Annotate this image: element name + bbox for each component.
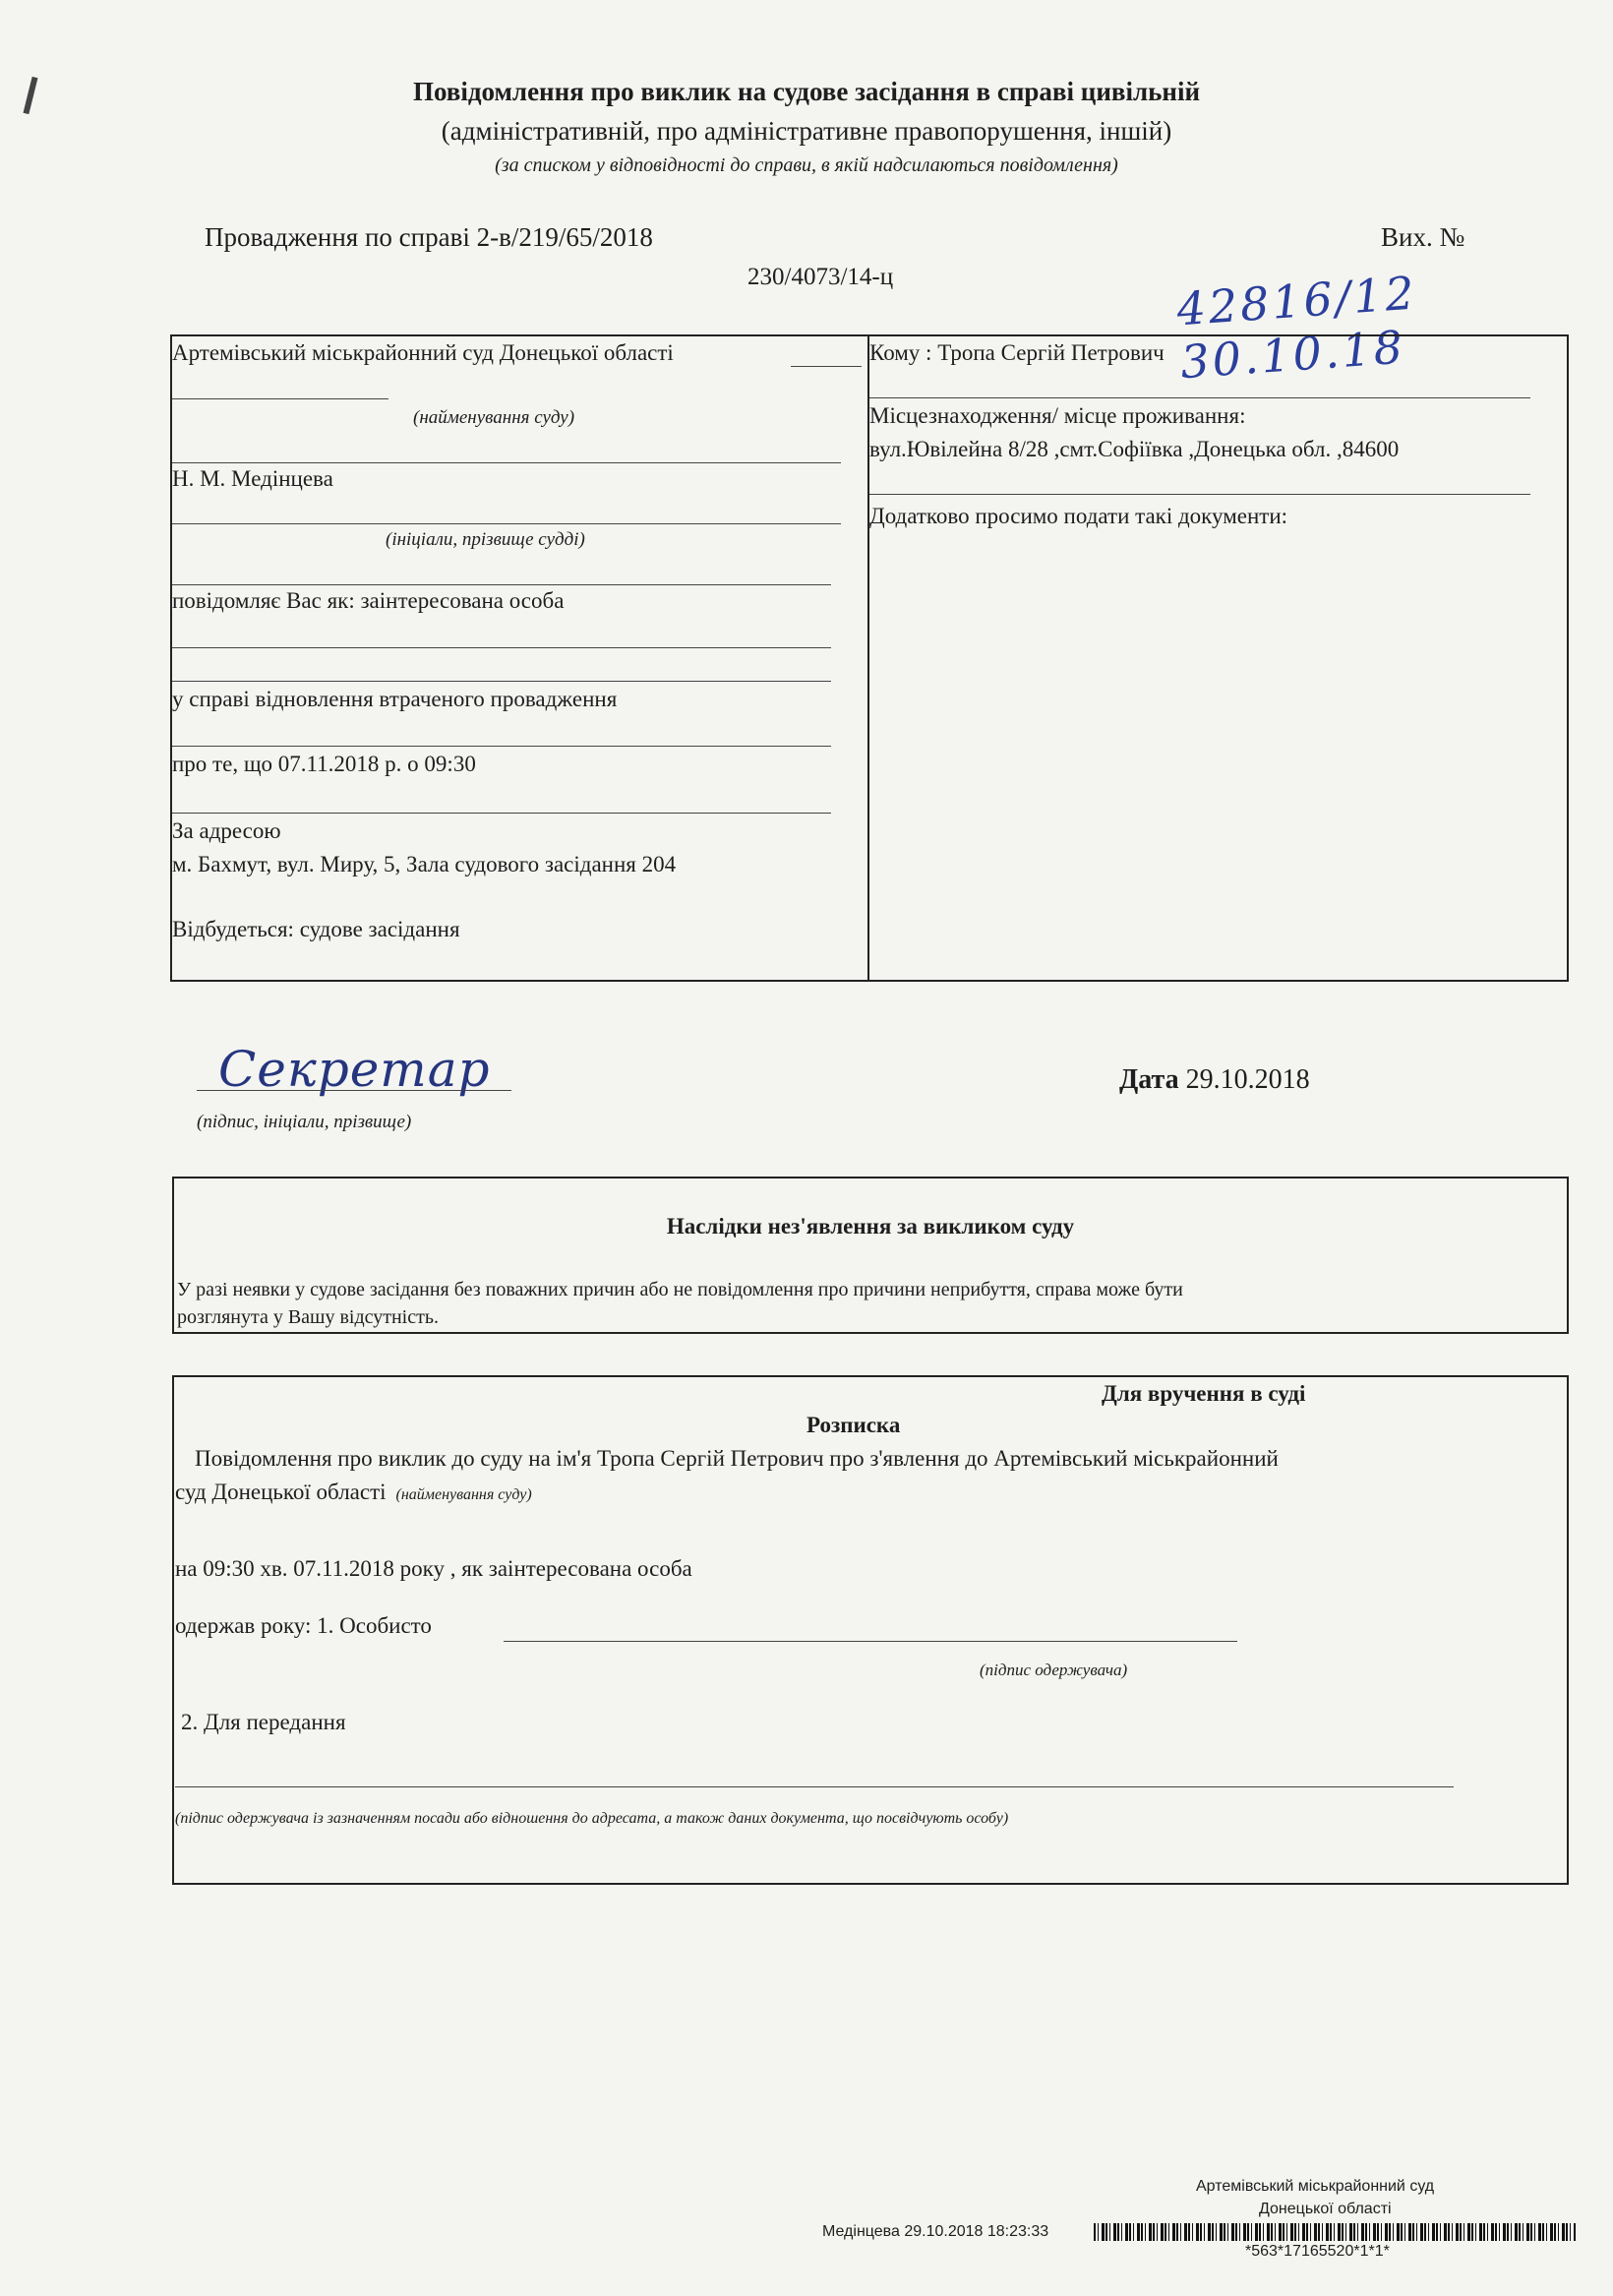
judge-underline [172, 523, 841, 524]
transfer-caption: (підпис одержувача із зазначенням посади або відношення до адресата, а також даних документа, що посвідчують особу) [175, 1810, 1009, 1827]
recipient-signature-caption: (підпис одержувача) [980, 1661, 1128, 1679]
court-name-underline [791, 366, 862, 367]
receipt-title: Розписка [806, 1413, 901, 1437]
extra-documents-label: Додатково просимо подати такі документи: [869, 504, 1288, 528]
address-label: За адресою [172, 818, 281, 843]
location-value: вул.Ювілейна 8/28 ,смт.Софіївка ,Донецька обл. ,84600 [869, 437, 1400, 461]
outgoing-number-label: Вих. № [1381, 222, 1465, 252]
addressee: Кому : Тропа Сергій Петрович [869, 340, 1165, 365]
judge-caption: (ініціали, прізвище судді) [386, 529, 585, 550]
date-label: Дата [1119, 1064, 1179, 1095]
event-type: Відбудеться: судове засідання [172, 917, 460, 941]
consequences-title: Наслідки нез'явлення за викликом суду [666, 1214, 1075, 1239]
document-note: (за списком у відповідності до справи, в якій надсилаються повідомлення) [495, 154, 1118, 176]
footer-court-line2: Донецької області [1259, 2201, 1392, 2217]
notifies-as: повідомляє Вас як: заінтересована особа [172, 588, 565, 613]
location-underline [869, 494, 1530, 495]
hearing-address: м. Бахмут, вул. Миру, 5, Зала судового засідання 204 [172, 852, 677, 876]
court-name-underline-2 [172, 398, 388, 399]
divider-line [172, 462, 841, 463]
case-proceeding-number: Провадження по справі 2-в/219/65/2018 [205, 222, 653, 252]
receipt-court: суд Донецької області [175, 1480, 387, 1504]
handwritten-outgoing-number: 42816/12 30.10.18 [1174, 266, 1419, 390]
for-transfer: 2. Для передання [181, 1710, 346, 1734]
footer-stamp-text: Медінцева 29.10.2018 18:23:33 [822, 2223, 1049, 2240]
location-label: Місцезнаходження/ місце проживання: [869, 403, 1246, 428]
hearing-time: про те, що 07.11.2018 р. о 09:30 [172, 752, 476, 776]
judge-name: Н. М. Медінцева [172, 466, 333, 491]
divider-line [172, 813, 831, 814]
case-number: 230/4073/14-ц [747, 264, 894, 290]
receipt-time-line: на 09:30 хв. 07.11.2018 року , як заінтересована особа [175, 1556, 692, 1581]
divider-line [172, 681, 831, 682]
court-name-caption: (найменування суду) [413, 407, 575, 428]
divider-line [172, 584, 831, 585]
date-row [1119, 1064, 1310, 1096]
addressee-underline [869, 397, 1530, 398]
consequences-text-line2: розглянута у Вашу відсутність. [177, 1306, 439, 1328]
consequences-text-line1: У разі неявки у судове засідання без поважних причин або не повідомлення про причини неприбуття, справа може бути [177, 1279, 1183, 1300]
receipt-text-line2-row [175, 1480, 532, 1505]
date-value: 29.10.2018 [1185, 1064, 1310, 1095]
barcode [1094, 2223, 1576, 2241]
document-subtitle: (адміністративній, про адміністративне правопорушення, іншій) [441, 116, 1172, 146]
transfer-signature-line [175, 1786, 1454, 1787]
for-court-delivery: Для вручення в суді [1102, 1381, 1306, 1406]
court-name: Артемівський міськрайонний суд Донецької області [172, 340, 674, 365]
barcode-number: *563*17165520*1*1* [1245, 2243, 1390, 2260]
signature-caption: (підпис, ініціали, прізвище) [197, 1112, 412, 1132]
receipt-court-caption: (найменування суду) [395, 1486, 532, 1503]
column-divider [867, 334, 869, 982]
receipt-text-line1: Повідомлення про виклик до суду на ім'я Тропа Сергій Петрович про з'явлення до Артемівський міськрайонний [195, 1446, 1279, 1471]
received-personally: одержав року: 1. Особисто [175, 1613, 432, 1638]
recipient-signature-line [504, 1641, 1237, 1642]
divider-line [172, 746, 831, 747]
signature-underline [197, 1090, 511, 1091]
notice-info-box [170, 334, 1569, 982]
case-subject: у справі відновлення втраченого провадження [172, 687, 618, 711]
secretary-signature: Секретар [218, 1041, 491, 1098]
document-title: Повідомлення про виклик на судове засідання в справі цивільній [412, 77, 1201, 106]
divider-line [172, 647, 831, 648]
footer-court-line1: Артемівський міськрайонний суд [1196, 2178, 1435, 2195]
